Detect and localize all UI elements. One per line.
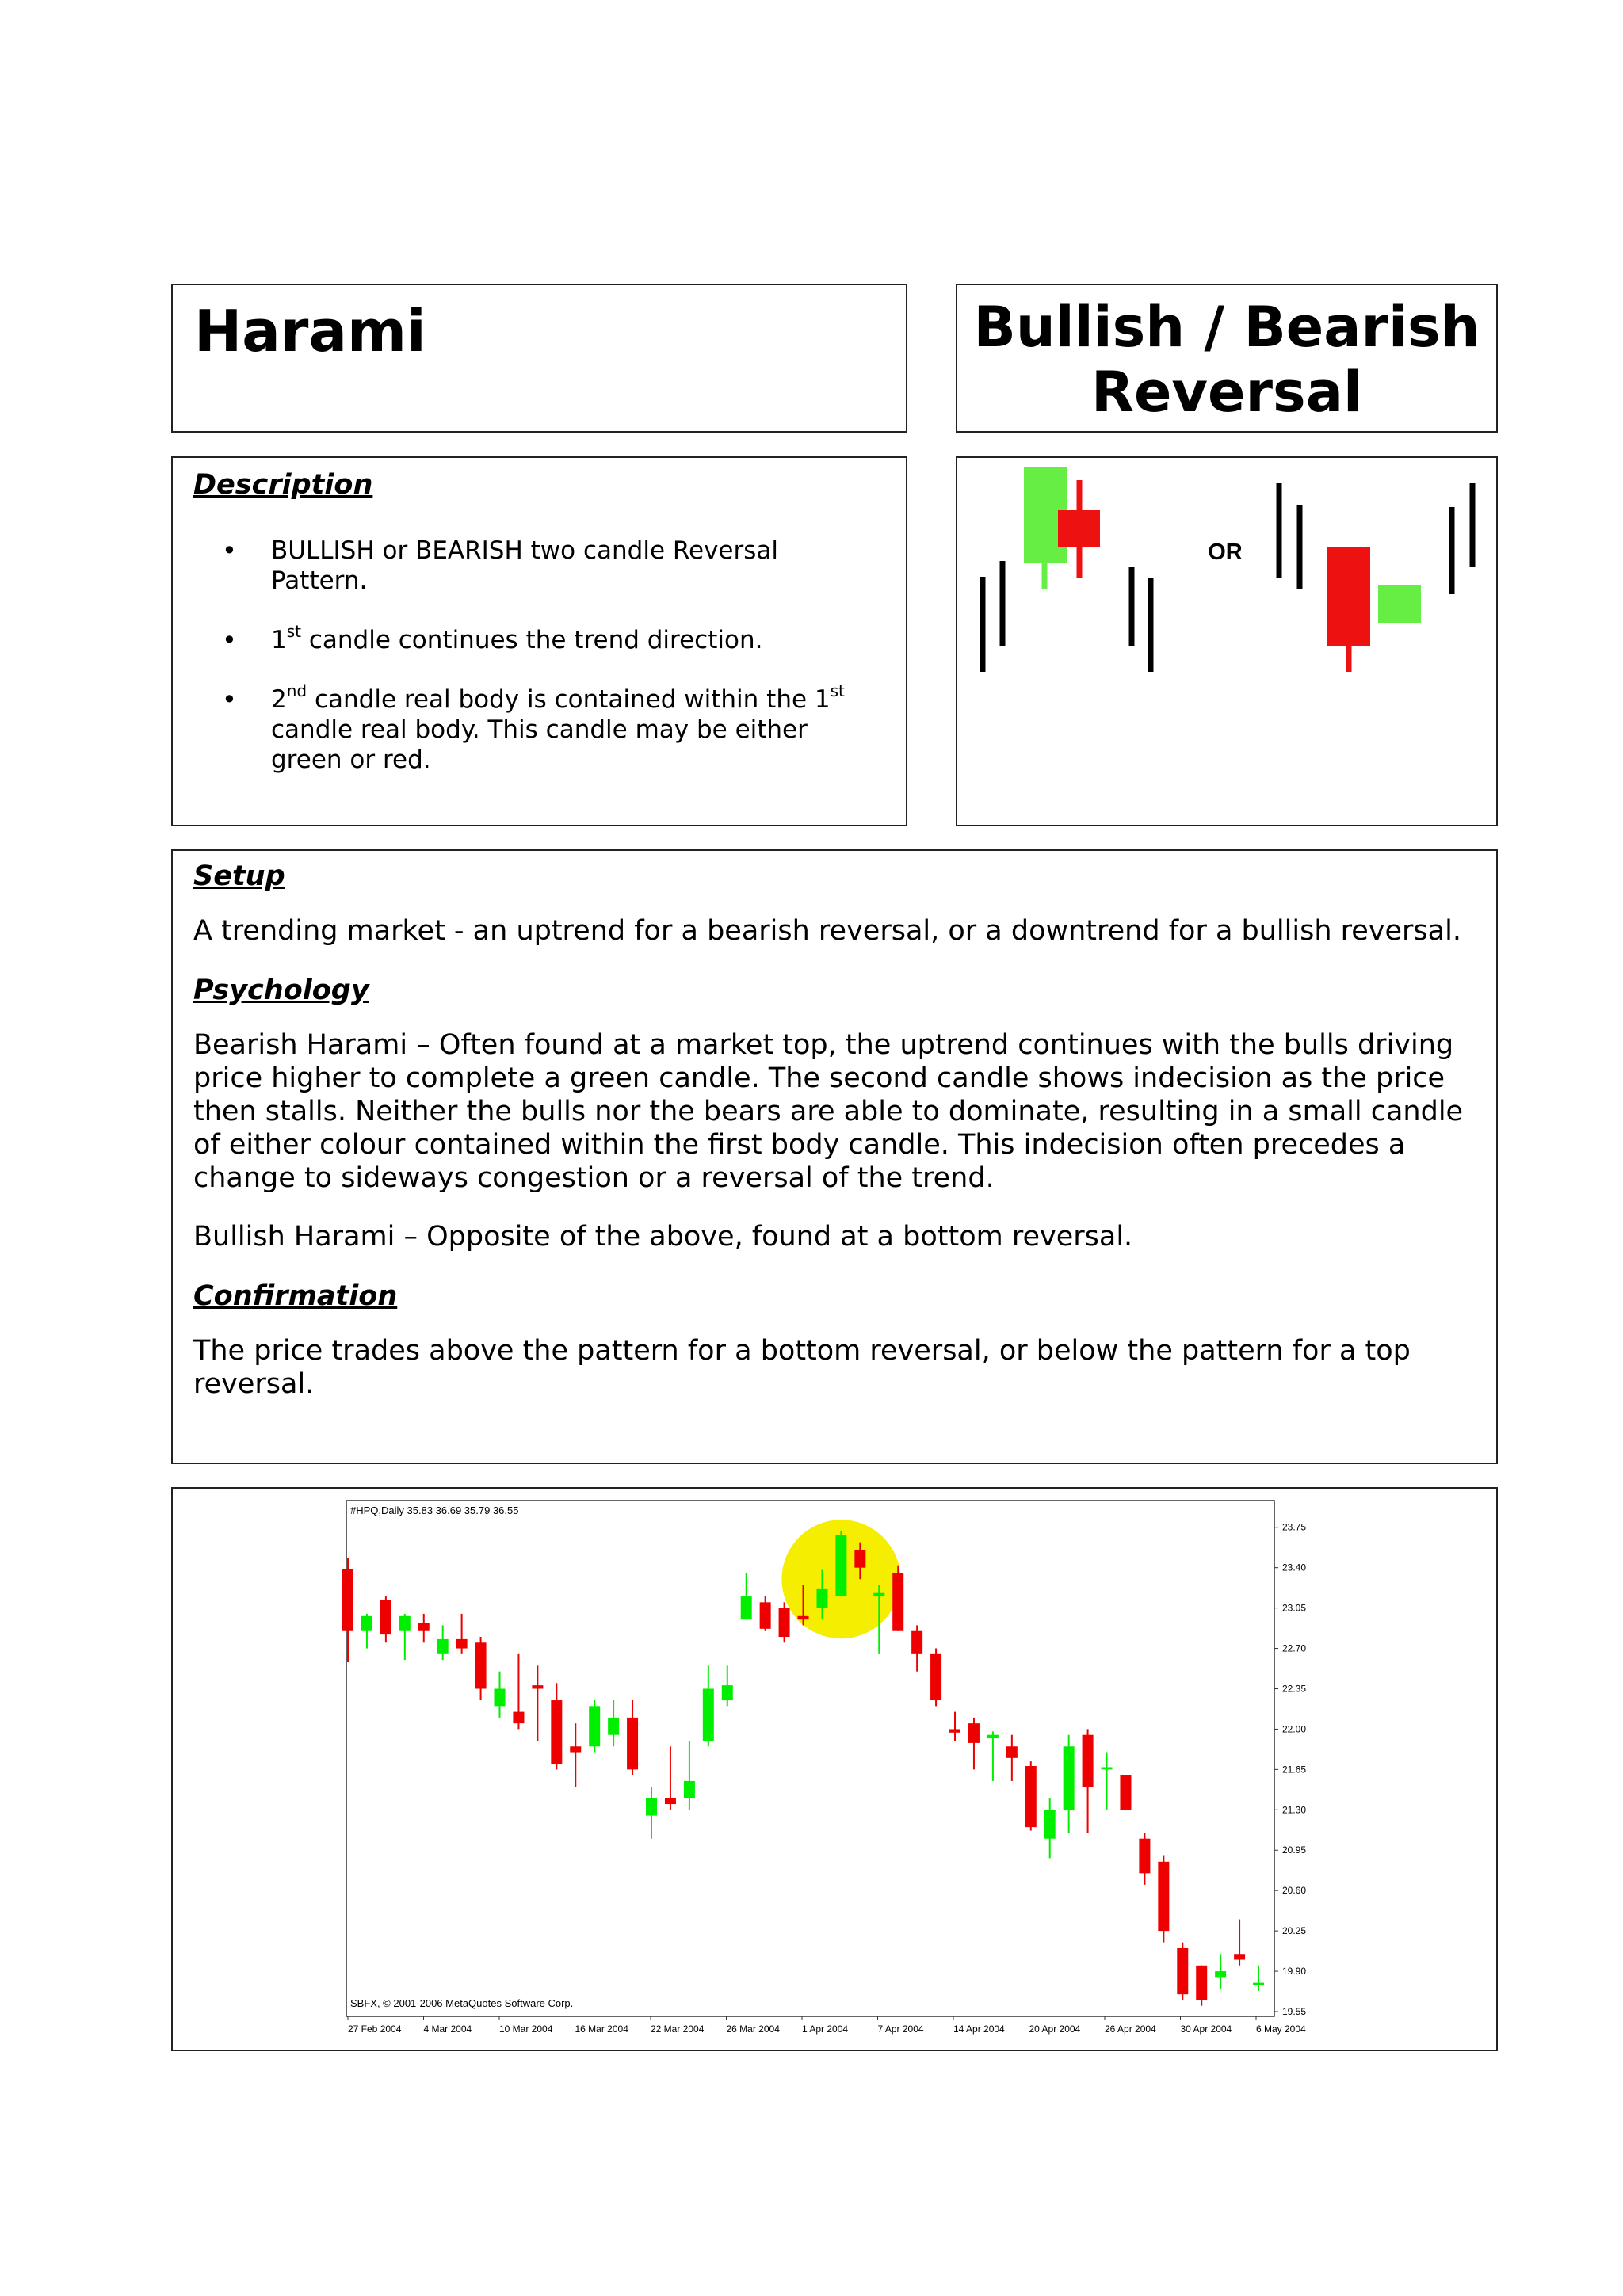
or-label: OR: [1208, 540, 1243, 565]
x-tick-label: 26 Apr 2004: [1105, 2023, 1156, 2035]
candle-up: [361, 1616, 372, 1631]
details-box: [171, 849, 1498, 1464]
x-tick-label: 10 Mar 2004: [499, 2023, 553, 2035]
first-candle-red: [1327, 547, 1370, 646]
pattern-diagram: [957, 458, 1499, 828]
candle-down: [1025, 1766, 1037, 1827]
y-tick-label: 23.05: [1282, 1602, 1307, 1614]
x-tick-label: 1 Apr 2004: [802, 2023, 849, 2035]
y-tick-label: 22.00: [1282, 1723, 1307, 1735]
candle-up: [1253, 1983, 1264, 1985]
candle-up: [1215, 1971, 1226, 1977]
description-list: [228, 536, 862, 804]
description-bullet: • BULLISH or BEARISH two candle Reversal Pattern.: [228, 536, 862, 596]
candle-up: [722, 1685, 733, 1700]
candle-down: [1083, 1735, 1094, 1787]
candle-down: [798, 1616, 809, 1619]
setup-heading: Setup: [193, 860, 285, 892]
second-candle-green: [1378, 585, 1421, 623]
candle-down: [911, 1631, 922, 1654]
y-tick-label: 20.95: [1282, 1844, 1307, 1856]
candle-up: [495, 1688, 506, 1706]
candle-up: [589, 1706, 600, 1746]
psychology-paragraph: Bearish Harami – Often found at a market top, the uptrend continues with the bulls driving price higher to complete a green candle. The second candle shows indecision as the price then stalls. Neither the bulls nor the bears are able to dominate, resulting in a small candle of either colour contained within the first body candle. This indecision often precedes a change to sideways congestion or a reversal of the trend.: [193, 1029, 1464, 1194]
candle-down: [1158, 1862, 1169, 1931]
candle-down: [892, 1573, 903, 1631]
candle-down: [760, 1602, 771, 1628]
y-tick-label: 21.30: [1282, 1804, 1307, 1816]
candle-down: [342, 1569, 353, 1631]
psychology-paragraph: Bullish Harami – Opposite of the above, found at a bottom reversal.: [193, 1221, 1133, 1253]
candle-down: [1196, 1966, 1207, 2000]
candle-down: [570, 1746, 581, 1752]
candle-up: [1102, 1767, 1113, 1769]
candle-up: [608, 1718, 619, 1735]
candle-down: [665, 1798, 676, 1804]
y-tick-label: 21.65: [1282, 1764, 1307, 1775]
x-tick-label: 27 Feb 2004: [348, 2023, 402, 2035]
y-tick-label: 20.25: [1282, 1925, 1307, 1937]
y-tick-label: 19.55: [1282, 2006, 1307, 2017]
pattern-name-box: [171, 284, 907, 433]
x-tick-label: 14 Apr 2004: [953, 2023, 1005, 2035]
candle-down: [968, 1723, 980, 1743]
x-tick-label: 4 Mar 2004: [423, 2023, 472, 2035]
bullish-harami-diagram: [1279, 483, 1472, 672]
copyright-label: SBFX, © 2001-2006 MetaQuotes Software Corp.: [350, 1997, 574, 2009]
candle-up: [816, 1589, 827, 1608]
pattern-type: Bullish / Bearish Reversal: [973, 295, 1480, 425]
candle-down: [949, 1729, 960, 1732]
candle-down: [551, 1700, 562, 1764]
x-tick-label: 20 Apr 2004: [1029, 2023, 1081, 2035]
candle-down: [1006, 1746, 1018, 1758]
x-tick-label: 16 Mar 2004: [575, 2023, 628, 2035]
candle-down: [854, 1550, 865, 1568]
candle-up: [987, 1735, 999, 1738]
x-tick-label: 26 Mar 2004: [726, 2023, 780, 2035]
price-chart: [173, 1489, 1499, 2053]
candle-down: [532, 1685, 543, 1688]
y-tick-label: 23.75: [1282, 1521, 1307, 1533]
setup-text: A trending market - an uptrend for a bearish reversal, or a downtrend for a bullish reversal.: [193, 915, 1461, 947]
description-heading: Description: [193, 469, 373, 501]
chart-box: [171, 1487, 1498, 2051]
candle-down: [1139, 1839, 1150, 1874]
bearish-harami-diagram: [983, 467, 1151, 672]
x-tick-label: 6 May 2004: [1256, 2023, 1306, 2035]
description-box: [171, 456, 907, 826]
pattern-type-box: [956, 284, 1498, 433]
candle-down: [475, 1642, 487, 1688]
psychology-heading: Psychology: [193, 974, 369, 1006]
candle-up: [437, 1639, 449, 1654]
x-tick-label: 30 Apr 2004: [1180, 2023, 1232, 2035]
symbol-label: #HPQ,Daily 35.83 36.69 35.79 36.55: [350, 1505, 519, 1516]
candle-up: [399, 1616, 411, 1631]
confirmation-heading: Confirmation: [193, 1280, 398, 1312]
candle-up: [703, 1688, 714, 1740]
y-tick-label: 23.40: [1282, 1562, 1307, 1573]
x-tick-label: 7 Apr 2004: [877, 2023, 924, 2035]
candle-up: [873, 1593, 884, 1596]
second-candle-red: [1058, 510, 1100, 547]
candle-down: [418, 1623, 430, 1631]
candle-down: [1234, 1954, 1245, 1959]
candle-up: [1044, 1810, 1056, 1838]
candle-up: [1064, 1746, 1075, 1810]
candle-down: [456, 1639, 468, 1649]
candle-down: [1177, 1948, 1188, 1994]
candle-down: [1120, 1775, 1131, 1810]
candle-down: [779, 1608, 790, 1637]
y-tick-label: 22.70: [1282, 1642, 1307, 1654]
description-bullet: • 2nd candle real body is contained within the 1st candle real body. This candle may be either green or red.: [228, 685, 862, 775]
y-tick-label: 19.90: [1282, 1966, 1307, 1978]
candle-up: [741, 1596, 752, 1619]
candle-down: [380, 1600, 391, 1634]
candle-up: [835, 1535, 846, 1596]
candle-down: [930, 1654, 941, 1700]
description-bullet: • 1st candle continues the trend direction.: [228, 625, 862, 655]
candle-down: [627, 1718, 638, 1769]
candle-up: [684, 1781, 695, 1798]
x-tick-label: 22 Mar 2004: [651, 2023, 705, 2035]
y-tick-label: 22.35: [1282, 1683, 1307, 1695]
y-tick-label: 20.60: [1282, 1885, 1307, 1897]
candle-up: [646, 1798, 657, 1816]
pattern-diagram-box: [956, 456, 1498, 826]
confirmation-text: The price trades above the pattern for a bottom reversal, or below the pattern for a top reversal.: [193, 1335, 1411, 1400]
candle-down: [513, 1712, 524, 1724]
pattern-name: Harami: [194, 298, 426, 364]
